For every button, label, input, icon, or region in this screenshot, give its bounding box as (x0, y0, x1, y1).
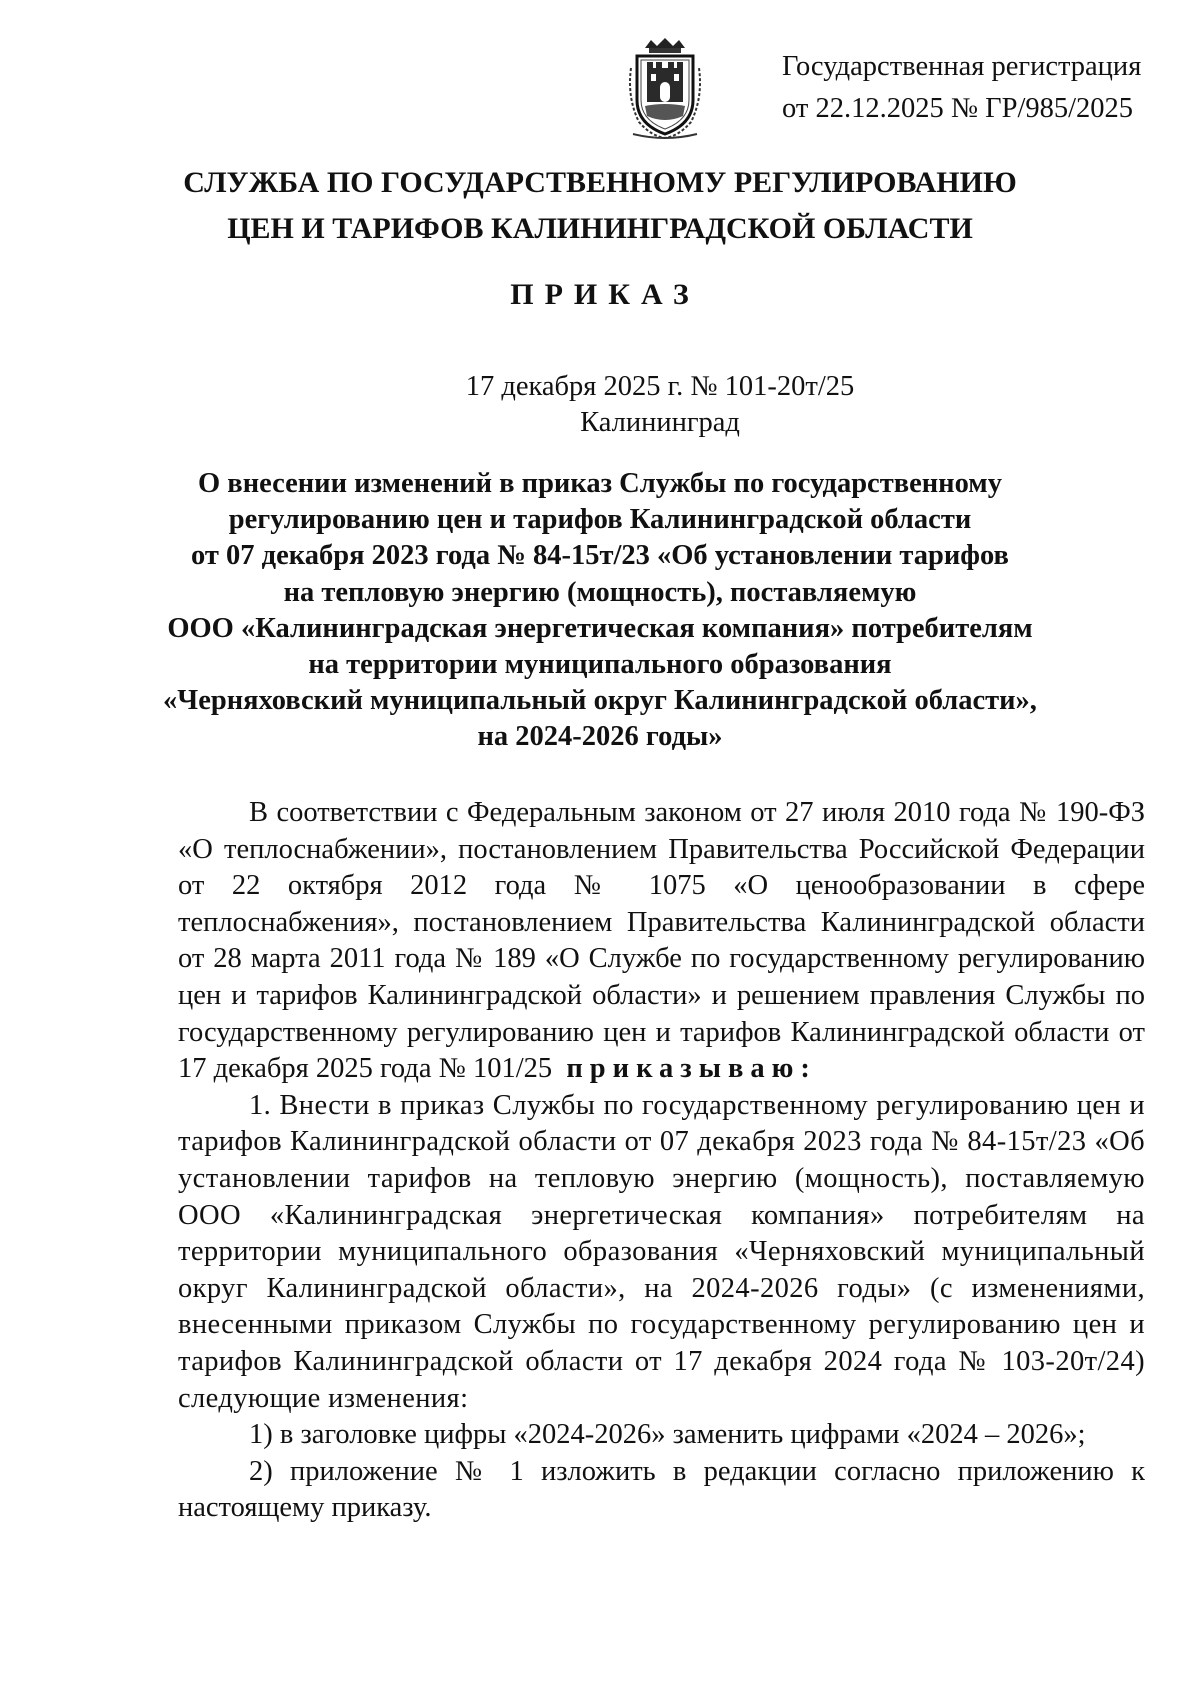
document-title (0, 466, 1200, 756)
document-body (178, 795, 1145, 1527)
order-word: приказываю: (566, 1053, 817, 1085)
title-line-4: на тепловую энергию (мощность), поставляемую (283, 576, 917, 608)
coat-of-arms-emblem (627, 38, 703, 140)
registration-stamp (782, 46, 1162, 130)
item-1-sub-2: 2) приложение № 1 изложить в редакции согласно приложению к настоящему приказу. (178, 1455, 1145, 1524)
date-number: 17 декабря 2025 г. № 101-20т/25 (465, 371, 855, 402)
document-meta (0, 369, 1200, 441)
title-line-6: на территории муниципального образования (308, 649, 892, 681)
agency-name-line-1: СЛУЖБА ПО ГОСУДАРСТВЕННОМУ РЕГУЛИРОВАНИЮ (183, 166, 1017, 199)
title-line-7: «Черняховский муниципальный округ Калининградской области», (163, 685, 1037, 717)
agency-name (0, 160, 1200, 252)
preamble-paragraph (178, 795, 1145, 1088)
registration-line-1: Государственная регистрация (782, 51, 1142, 82)
agency-name-line-2: ЦЕН И ТАРИФОВ КАЛИНИНГРАДСКОЙ ОБЛАСТИ (227, 212, 973, 245)
title-line-2: регулированию цен и тарифов Калининградской области (228, 504, 972, 536)
preamble-text: В соответствии с Федеральным законом от 27 июля 2010 года № 190-ФЗ «О теплоснабжении», постановлением Правительства Российской Федерации от 22 октября 2012 года № 1075 «О ценообразовании в сфере теплоснабжения», постановлением Правительства Калининградской области от 28 марта 2011 года № 189 «О Службе по государственному регулированию цен и тарифов Калининградской области» и решением правления Службы по государственному регулированию цен и тарифов Калининградской области от 17 декабря 2025 года № 101/25 (178, 797, 1145, 1085)
item-1-paragraph: 1. Внести в приказ Службы по государственному регулированию цен и тарифов Калининградской области от 07 декабря 2023 года № 84-15т/23 «Об установлении тарифов на тепловую энергию (мощность), поставляемую ООО «Калининградская энергетическая компания» потребителям на территории муниципального образования «Черняховский муниципальный округ Калининградской области», на 2024-2026 годы» (с изменениями, внесенными приказом Службы по государственному регулированию цен и тарифов Калининградской области от 17 декабря 2024 года № 103-20т/24) следующие изменения: (178, 1089, 1145, 1414)
item-1-sub-1: 1) в заголовке цифры «2024-2026» заменить цифрами «2024 – 2026»; (249, 1419, 1086, 1451)
title-line-5: ООО «Калининградская энергетическая компания» потребителям (167, 612, 1033, 644)
title-line-1: О внесении изменений в приказ Службы по государственному (198, 468, 1002, 499)
registration-line-2: от 22.12.2025 № ГР/985/2025 (782, 93, 1134, 124)
document-type: ПРИКАЗ (510, 278, 700, 311)
title-line-3: от 07 декабря 2023 года № 84-15т/23 «Об установлении тарифов (191, 540, 1009, 572)
city: Калининград (580, 407, 740, 438)
title-line-8: на 2024-2026 годы» (477, 721, 723, 753)
